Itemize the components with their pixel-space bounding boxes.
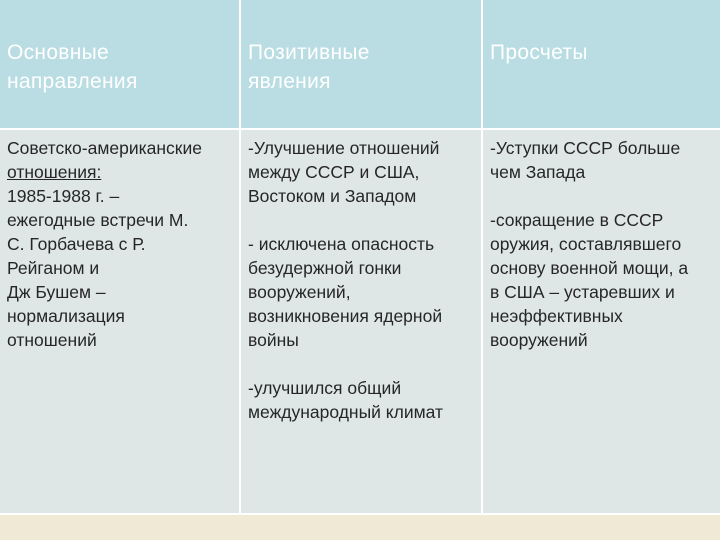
cell-text: ежегодные встречи М. [7,210,189,230]
header-row [0,0,720,129]
header-text: явления [248,70,331,93]
cell-miscalculations [482,129,720,514]
cell-text: основу военной мощи, а [490,258,689,278]
header-text: Просчеты [490,41,588,64]
paragraph-gap [248,352,477,376]
cell-text: Дж Бушем – [7,282,106,302]
cell-text: нормализация [7,306,125,326]
cell-text: безудержной гонки [248,258,402,278]
cell-text: Рейганом и [7,258,100,278]
cell-text: - исключена опасность [248,234,435,254]
cell-text: отношений [7,330,97,350]
cell-text: чем Запада [490,162,586,182]
header-cell-directions [0,0,240,129]
cell-text: Советско-американские [7,138,202,158]
cell-positive [240,129,482,514]
cell-text: -сокращение в СССР [490,210,664,230]
cell-text: международный климат [248,402,444,422]
cell-directions [0,129,240,514]
cell-text: в США – устаревших и [490,282,675,302]
slide-footer-band [0,515,720,540]
cell-text: Востоком и Западом [248,186,417,206]
cell-text: неэффективных [490,306,623,326]
header-text: Позитивные [248,41,370,64]
header-text: Основные [7,41,110,64]
header-text: направления [7,70,138,93]
cell-text: вооружений, [248,282,351,302]
cell-text: -Уступки СССР больше [490,138,681,158]
cell-text: войны [248,330,299,350]
paragraph-gap [490,184,720,208]
body-row [0,129,720,514]
cell-text: возникновения ядерной [248,306,443,326]
cell-text: С. Горбачева с Р. [7,234,146,254]
cell-text: -Улучшение отношений [248,138,440,158]
header-cell-positive [240,0,482,129]
cell-text: оружия, составлявшего [490,234,682,254]
paragraph-gap [248,208,477,232]
cell-text: вооружений [490,330,588,350]
cell-text: 1985-1988 г. – [7,186,120,206]
cell-text: -улучшился общий [248,378,402,398]
cell-text: между СССР и США, [248,162,420,182]
cell-text-underlined: отношения: [7,162,102,182]
header-cell-miscalculations [482,0,720,129]
